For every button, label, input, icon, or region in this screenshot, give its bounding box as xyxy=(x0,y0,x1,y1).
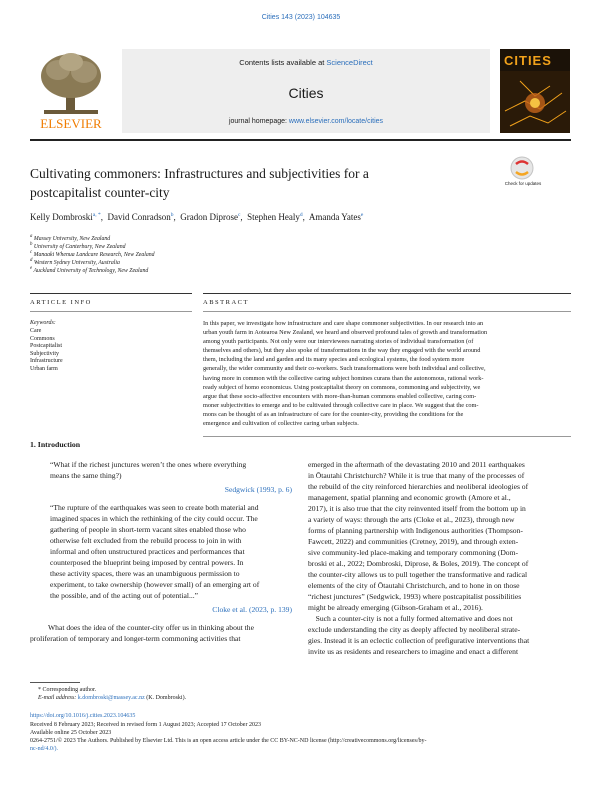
article-info-heading: ARTICLE INFO xyxy=(30,299,92,306)
journal-homepage xyxy=(122,118,490,125)
license-line-2[interactable]: nc-nd/4.0/). xyxy=(30,746,58,752)
abstract-rule xyxy=(203,293,571,294)
cover-title: CITIES xyxy=(504,53,552,68)
affiliation: $^d$ Western Sydney University, Australia xyxy=(30,258,120,266)
block-quote-citation[interactable]: Cloke et al. (2023, p. 139) xyxy=(212,605,292,614)
author-list: Kelly Dombroski$^{a, *}$, David Conradson$^b$, Gradon Diprose$^c$, Stephen Healy$^d$, Amanda Yates$^e$ xyxy=(30,212,364,222)
abstract-body: In this paper, we investigate how infrastructure and care shape commoner subjectivities. In our research into an urban youth farm in Aotearoa New Zealand, we heard and observed profound tales of growth and transformation among youth participants. Not only were our interviewees narrating stories of individual transformation (of themselves and others), but they also spoke of transformations in the way they engaged with the world around them, including the land and garden and its many species and ecological systems, the food system more generally, the wider community and their co-workers. Such transformations were both individual and collective, having more in common with the collective caring subject homines curans than the autonomous, rational work- ready subject of homo economicus. Using postcapitalist theory on commons, commoning and subjectivity, we argue that these socio-affective encounters with more-than-human commons enabled collective, caring com- moner subjectivities to emerge and to be cultivated through collective care in place. We suggest that the com- mons can be thought of as an infrastructure of care for the counter-city, providing the conditions for the emergence and cultivation of collective caring urban subjects. xyxy=(203,320,488,428)
author[interactable]: Gradon Diprose$^c$ xyxy=(180,212,241,222)
license-line-1: 0264-2751/© 2023 The Authors. Published by Elsevier Ltd. This is an open access article under the CC BY-NC-ND license (http://creativecommons.org/licenses/by- xyxy=(30,738,427,744)
email-note: E-mail address: k.dombroski@massey.ac.nz (K. Dombroski). xyxy=(38,695,187,701)
title-line-2: postcapitalist counter-city xyxy=(30,185,170,200)
keyword: Postcapitalist xyxy=(30,343,62,349)
footnote-rule xyxy=(30,682,80,683)
block-quote: “The rupture of the earthquakes was seen to create both material and imagined spaces in which the rethinking of the city could occur. The gathering of people in short-term vacant sites enabled those who otherwise felt excluded from the rebuild process to join in with informal and often unstructured practices and performances that counterposed the blueprint being imposed by central powers. In these activity spaces, there was an unambiguous permission to experiment, to take ownership (however small) of an emerging art of the possible, and of the acting out of potential...” xyxy=(50,503,260,600)
doi-link[interactable]: https://doi.org/10.1016/j.cities.2023.104635 xyxy=(30,713,136,719)
author[interactable]: Amanda Yates$^e$ xyxy=(308,212,364,222)
sciencedirect-link[interactable]: ScienceDirect xyxy=(326,58,373,67)
keyword: Infrastructure xyxy=(30,358,63,364)
cover-city-map-icon xyxy=(500,71,570,133)
abstract-end-rule xyxy=(203,436,571,437)
email-link[interactable]: k.dombroski@massey.ac.nz xyxy=(77,695,145,701)
received-dates: Received 8 February 2023; Received in revised form 1 August 2023; Accepted 17 October 2023 xyxy=(30,722,261,728)
publisher-wordmark: ELSEVIER xyxy=(40,116,102,131)
affiliation: $^b$ University of Canterbury, New Zealand xyxy=(30,242,126,250)
keyword: Care xyxy=(30,328,42,334)
journal-reference[interactable]: Cities 143 (2023) 104635 xyxy=(261,14,341,21)
abstract-heading: ABSTRACT xyxy=(203,299,249,306)
elsevier-tree-icon xyxy=(30,48,112,134)
header-divider xyxy=(30,139,571,141)
author[interactable]: Stephen Healy$^d$ xyxy=(247,212,303,222)
article-title xyxy=(30,164,450,202)
keyword: Commons xyxy=(30,335,55,342)
author[interactable]: Kelly Dombroski$^{a, *}$ xyxy=(30,212,101,222)
available-online: Available online 25 October 2023 xyxy=(30,730,112,736)
corresponding-author-note: * Corresponding author. xyxy=(38,687,97,693)
intro-paragraph-left: What does the idea of the counter-city offer us in thinking about the proliferation of temporary and longer-term commoning activities that xyxy=(30,623,254,643)
check-for-updates-label[interactable]: Check for updates xyxy=(504,181,542,186)
elsevier-logo xyxy=(30,48,112,134)
article-info-rule xyxy=(30,293,192,294)
homepage-prefix: journal homepage: xyxy=(228,118,289,125)
keyword: Subjectivity xyxy=(30,350,59,357)
contents-availability xyxy=(122,58,490,67)
title-line-1: Cultivating commoners: Infrastructures and subjectivities for a xyxy=(30,166,369,181)
epigraph-quote: “What if the richest junctures weren’t the ones where everything means the same thing?) xyxy=(50,460,247,480)
affiliation: $^e$ Auckland University of Technology, New Zealand xyxy=(30,266,149,274)
author[interactable]: David Conradson$^b$ xyxy=(107,212,174,222)
affiliation: $^c$ Manaaki Whenua Landcare Research, New Zealand xyxy=(30,250,155,258)
homepage-link[interactable]: www.elsevier.com/locate/cities xyxy=(288,118,384,125)
keyword: Urban farm xyxy=(30,365,58,372)
intro-paragraph-right: emerged in the aftermath of the devastating 2010 and 2011 earthquakes in Ōtautahi Christchurch? While it is true that many of the processes of the rebuild of the city reinforced hierarchies and neoliberal ideologies of management, spatial planning and economic growth (Amore et al., 2017), it is also true that the city reinvented itself from the bottom up in a variety of ways: through the arts (Cloke et al., 2023), through new forms of planning partnership with Indigenous authorities (Thompson- Fawcett, 2022) and communities (Cretney, 2019), and through exten- sive community-led place-making and temporary commoning (Dom- broski et al., 2022; Dombroski, Diprose, & Boles, 2019). The concept of the counter-city allows us to pull together the transformative and radical elements of the city of Ōtautahi Christchurch, and to hone in on those “richest junctures” (Sedgwick, 1993) where postcapitalist possibilities might be already emerging (Gibson-Graham et al., 2016). Such a counter-city is not a fully formed alternative and does not exclude understanding the city as deeply affected by neoliberal strate- gies. Instead it is an eclectic collection of prefigurative interventions that invite us as residents and researchers to imagine and enact a different xyxy=(308,460,530,656)
journal-cover-thumbnail[interactable] xyxy=(500,49,570,133)
epigraph-citation[interactable]: Sedgwick (1993, p. 6) xyxy=(224,485,292,494)
journal-name: Cities xyxy=(288,85,324,101)
check-for-updates-icon[interactable] xyxy=(507,155,537,193)
article-info-subrule xyxy=(30,311,192,312)
abstract-subrule xyxy=(203,311,571,312)
section-heading-introduction: 1. Introduction xyxy=(30,440,81,449)
contents-prefix: Contents lists available at xyxy=(239,58,327,67)
keywords-label: Keywords: xyxy=(30,320,56,326)
affiliation: $^a$ Massey University, New Zealand xyxy=(30,234,111,242)
